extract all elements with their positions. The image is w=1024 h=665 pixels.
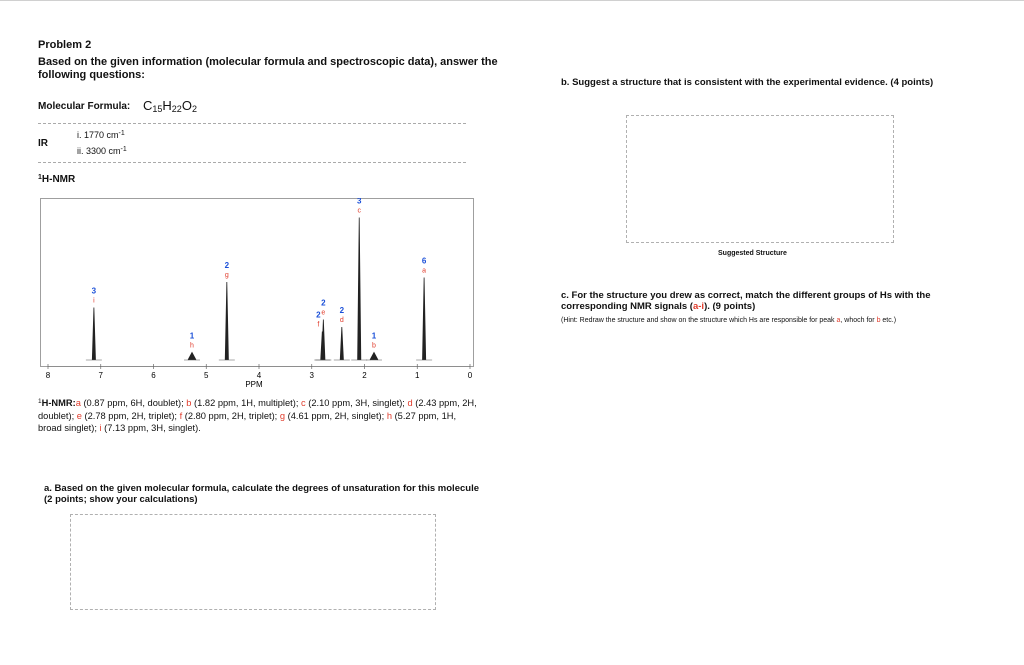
ir-label: IR <box>38 138 48 149</box>
nmr-peak-e <box>322 320 325 361</box>
problem-title: Problem 2 <box>38 39 92 51</box>
suggested-structure-label: Suggested Structure <box>718 250 787 257</box>
peak-integration-i: 3 <box>91 286 97 296</box>
peak-detail-a: (0.87 ppm, 6H, doublet); <box>80 398 187 408</box>
question-a: a. Based on the given molecular formula, calculate the degrees of unsaturation for this molecule (2 points; show your calculations) <box>44 483 479 505</box>
peak-letter-b: b <box>186 398 192 408</box>
plot-frame <box>41 199 474 367</box>
peak-label-c: c <box>357 207 361 215</box>
peak-integration-c: 3 <box>356 198 362 206</box>
peak-detail-c: (2.10 ppm, 3H, singlet); <box>305 398 408 408</box>
hint-text: (Hint: Redraw the structure and show on the structure which Hs are responsible for peak a, whoch for b etc.) <box>561 317 897 324</box>
answer-box-b[interactable] <box>626 115 894 243</box>
answer-box-a[interactable] <box>70 514 436 610</box>
peak-detail-d: (2.43 ppm, 2H, doublet); <box>38 398 477 421</box>
peak-letter-h: h <box>386 410 392 421</box>
peak-integration-h: 1 <box>189 331 195 341</box>
peak-letter-i: i <box>99 423 102 433</box>
divider <box>38 162 466 163</box>
x-tick-label: 8 <box>45 371 51 380</box>
peak-label-h: h <box>190 342 194 350</box>
peak-label-g: g <box>224 272 229 279</box>
ir-peak-1: i. 1770 $cm^{-1}$ <box>77 130 125 140</box>
peak-label-e: e <box>321 309 326 317</box>
peak-integration-g: 2 <box>224 261 230 270</box>
peak-detail-g: (4.61 ppm, 2H, singlet); <box>285 410 387 421</box>
peak-letter-a: a <box>75 398 81 408</box>
x-tick-label: 6 <box>151 371 156 380</box>
x-tick-label: 2 <box>362 371 367 380</box>
nmr-peak-i <box>92 308 95 361</box>
question-c: c. For the structure you drew as correct, match the different groups of Hs with the corresponding NMR signals (a-i). (9 points) <box>561 290 931 312</box>
divider <box>38 123 466 124</box>
peak-letter-c: c <box>301 398 306 408</box>
nmr-peak-h <box>188 353 196 361</box>
question-b: b. Suggest a structure that is consistent with the experimental evidence. (4 points) <box>561 77 934 88</box>
molecular-formula-value: $C_{15}H_{22}O_2$ <box>143 98 197 114</box>
peak-detail-h: (5.27 ppm, 1H, broad singlet); <box>38 410 457 433</box>
peak-detail-b: (1.82 ppm, 1H, multiplet); <box>191 398 302 408</box>
peak-detail-e: (2.78 ppm, 2H, triplet); <box>81 410 180 421</box>
peak-letter-e: e <box>76 410 82 421</box>
peak-integration-f: 2 <box>316 310 321 320</box>
top-border <box>0 0 1024 1</box>
peak-integration-d: 2 <box>339 306 345 315</box>
peak-integration-a: 6 <box>421 256 427 266</box>
molecular-formula-label: Molecular Formula: <box>38 101 131 112</box>
x-tick-label: 4 <box>256 371 262 380</box>
peak-label-i: i <box>93 297 95 305</box>
x-axis-label: PPM <box>245 380 263 389</box>
x-tick-label: 5 <box>204 371 209 380</box>
nmr-section-label: $^1$H-NMR <box>38 174 76 185</box>
peak-label-d: d <box>339 317 344 324</box>
problem-intro: Based on the given information (molecular formula and spectroscopic data), answer the following questions: <box>38 56 498 81</box>
nmr-peak-b <box>370 353 378 361</box>
nmr-peak-description: $^1$H-NMR:a (0.87 ppm, 6H, doublet); b (1.82 ppm, 1H, multiplet); c (2.10 ppm, 3H, singlet); d (2.43 ppm, 2H, doublet); e (2.78 ppm, 2H, triplet); f (2.80 ppm, 2H, triplet); g (4.61 ppm, 2H, singlet); h (5.27 ppm, 1H, broad singlet); i (7.13 ppm, 3H, singlet). <box>38 398 477 433</box>
peak-integration-e: 2 <box>321 298 326 308</box>
peak-label-b: b <box>372 342 376 350</box>
peak-letter-f: f <box>179 410 183 421</box>
ir-peak-2: ii. 3300 $cm^{-1}$ <box>77 146 127 156</box>
nmr-spectrum-chart <box>40 198 475 394</box>
x-tick-label: 1 <box>415 371 420 380</box>
peak-label-a: a <box>422 267 427 275</box>
nmr-peak-g <box>225 282 228 360</box>
x-tick-label: 7 <box>98 371 103 380</box>
nmr-peak-c <box>358 218 361 361</box>
nmr-peak-d <box>340 327 343 360</box>
nmr-peak-a <box>423 278 426 361</box>
x-tick-label: 3 <box>309 371 314 380</box>
peak-label-f: f <box>317 321 320 329</box>
peak-detail-f: (2.80 ppm, 2H, triplet); <box>182 410 280 421</box>
peak-letter-d: d <box>407 398 413 408</box>
x-tick-label: 0 <box>467 371 473 380</box>
peak-detail-i: (7.13 ppm, 3H, singlet). <box>101 423 201 433</box>
peak-letter-g: g <box>279 410 286 421</box>
peak-integration-b: 1 <box>371 331 377 341</box>
